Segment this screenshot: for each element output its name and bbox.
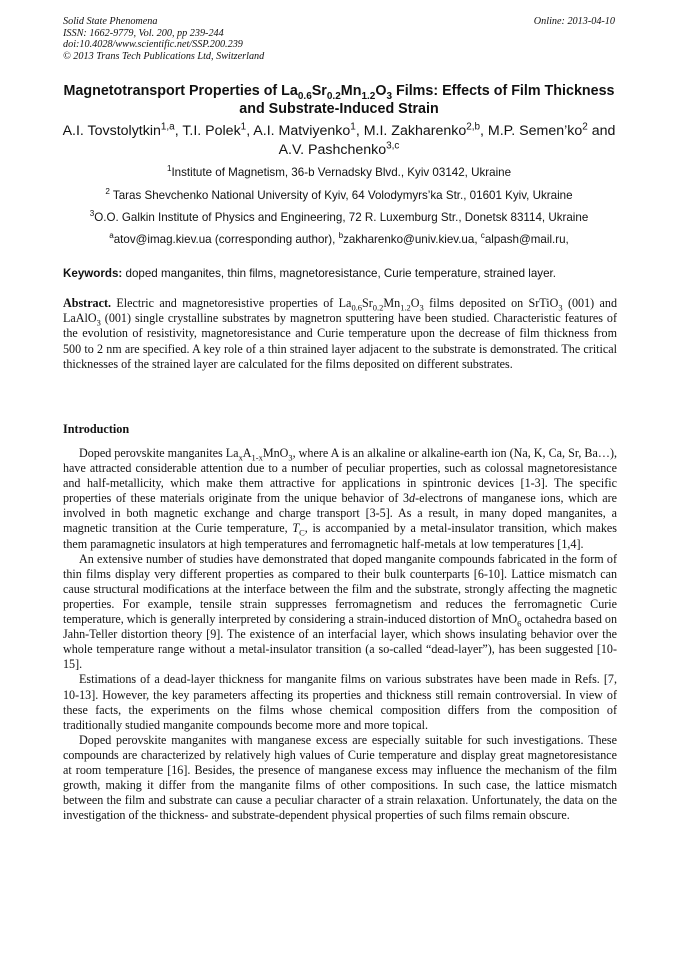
journal-header <box>63 16 615 62</box>
section-heading-introduction: Introduction <box>63 422 130 436</box>
issn-line: ISSN: 1662-9779, Vol. 200, pp 239-244 <box>63 27 224 39</box>
paragraph-1: Doped perovskite manganites $La_xA_{1-x}MnO_3$, where A is an alkaline or alkaline-earth ion (Na, K, Ca, Sr, Ba…), have attracted considerable attention due to a number of peculiar properties, such as colossal magnetoresistance and half-metallicity, which make them attractive for applications in spintronic devices [1-3]. The specific properties of these materials originate from the unique behavior of 3d-electrons of manganese ions, which are involved in both magnetic exchange and charge transport [3-5]. As a result, in many doped manganites, a magnetic transition at the Curie temperature, $T_C$, is accompanied by a metal-insulator transition, which makes them paramagnetic insulators at high temperatures and ferromagnetic half-metals at low temperatures [1,4]. <box>63 446 617 551</box>
keywords: Keywords: doped manganites, thin films, magnetoresistance, Curie temperature, strained layer. <box>63 267 556 280</box>
paragraph-4: Doped perovskite manganites with manganese excess are especially suitable for such investigations. These compounds are characterized by relatively high values of Curie temperature and display great magnetoresistance at room temperature [16]. Besides, the presence of manganese excess may influence the mechanism of the film growth, making it differ from the manganite films of other compositions. In such case, the lattice mismatch between the film and substrate can cause a peculiar character of a strain relaxation. Unfortunately, the data on the investigation of the thickness- and substrate-dependent physical properties of such films remain obscure. <box>63 732 617 823</box>
journal-name: Solid State Phenomena <box>63 16 158 27</box>
paper-title: Magnetotransport Properties of $La_{0.6}Sr_{0.2}Mn_{1.2}O_3$ Films: Effects of Film Thickness and Substrate-Induced Strain <box>63 83 615 117</box>
author-list: A.I. Tovstolytkin$^{1,a}$, T.I. Polek$^1$, A.I. Matviyenko$^1$, M.I. Zakharenko$^{2,b}$, M.P. $Semen’ko^2$ and A.V. Pashchenko$^{3,c}$ <box>62 121 616 158</box>
online-date: Online: 2013-04-10 <box>533 16 615 27</box>
paragraph-2: An extensive number of studies have demonstrated that doped manganite compounds fabricated in the form of thin films display very different properties as compared to their bulk counterparts [6-10]. Lattice mismatch can cause structural modifications at the interface between the film and the substrate, strongly affecting the magnetic properties. For example, tensile strain suppresses ferromagnetism and reduces the ferromagnetic Curie temperature, which is generally interpreted by considering a strain-induced distortion of MnO$_6$ octahedra based on Jahn-Teller distortion theory [9]. The existence of an interfacial layer, which shows insulating behavior over the whole temperature range without a metal-insulator transition (a so-called “dead-layer”), has been suggested [10-15]. <box>63 551 617 672</box>
abstract-label: Abstract. <box>63 296 112 310</box>
introduction-body <box>63 446 617 823</box>
affiliation-3: $^3$O.O. Galkin Institute of Physics and Engineering, 72 R. Luxemburg Str., Donetsk 83114, Ukraine <box>89 209 589 224</box>
email-line: $^a$atov@imag.kiev.ua (corresponding author), $^b$zakharenko@univ.kiev.ua, $^c$alpash@mail.ru, <box>109 231 569 246</box>
affiliation-2: $^2$ Taras Shevchenko National University of Kyiv, 64 Volodymyrs’ka Str., 01601 Kyiv, Ukraine <box>105 187 573 202</box>
abstract: Abstract. Electric and magnetoresistive properties of $La_{0.6}Sr_{0.2}Mn_{1.2}O_3$ films deposited on SrTiO$_3$ (001) and LaAlO$_3$ (001) single crystalline substrates by magnetron sputtering have been studied. Characteristic features of the evolution of resistivity, magnetoresistance and Curie temperature upon the decrease of film thickness from 500 to 2 nm are specified. A key role of a thin strained layer adjacent to the substrate is demonstrated. The critical thicknesses of the strained layer are calculated for the films deposited on different substrates. <box>63 296 617 371</box>
affiliation-1: $^1$Institute of Magnetism, 36-b Vernadsky Blvd., Kyiv 03142, Ukraine <box>166 164 512 179</box>
paragraph-3: Estimations of a dead-layer thickness for manganite films on various substrates have been made in Refs. [7, 10-13]. However, the key parameters affecting its properties and thickness still remain controversial. In view of these facts, the experiments on the films whose chemical composition differs from the composition of traditionally studied manganite compounds become more and more topical. <box>63 672 617 732</box>
keywords-label: Keywords: <box>63 267 123 280</box>
copyright-line: © 2013 Trans Tech Publications Ltd, Switzerland <box>63 50 265 62</box>
doi-line: doi:10.4028/www.scientific.net/SSP.200.239 <box>63 39 243 51</box>
